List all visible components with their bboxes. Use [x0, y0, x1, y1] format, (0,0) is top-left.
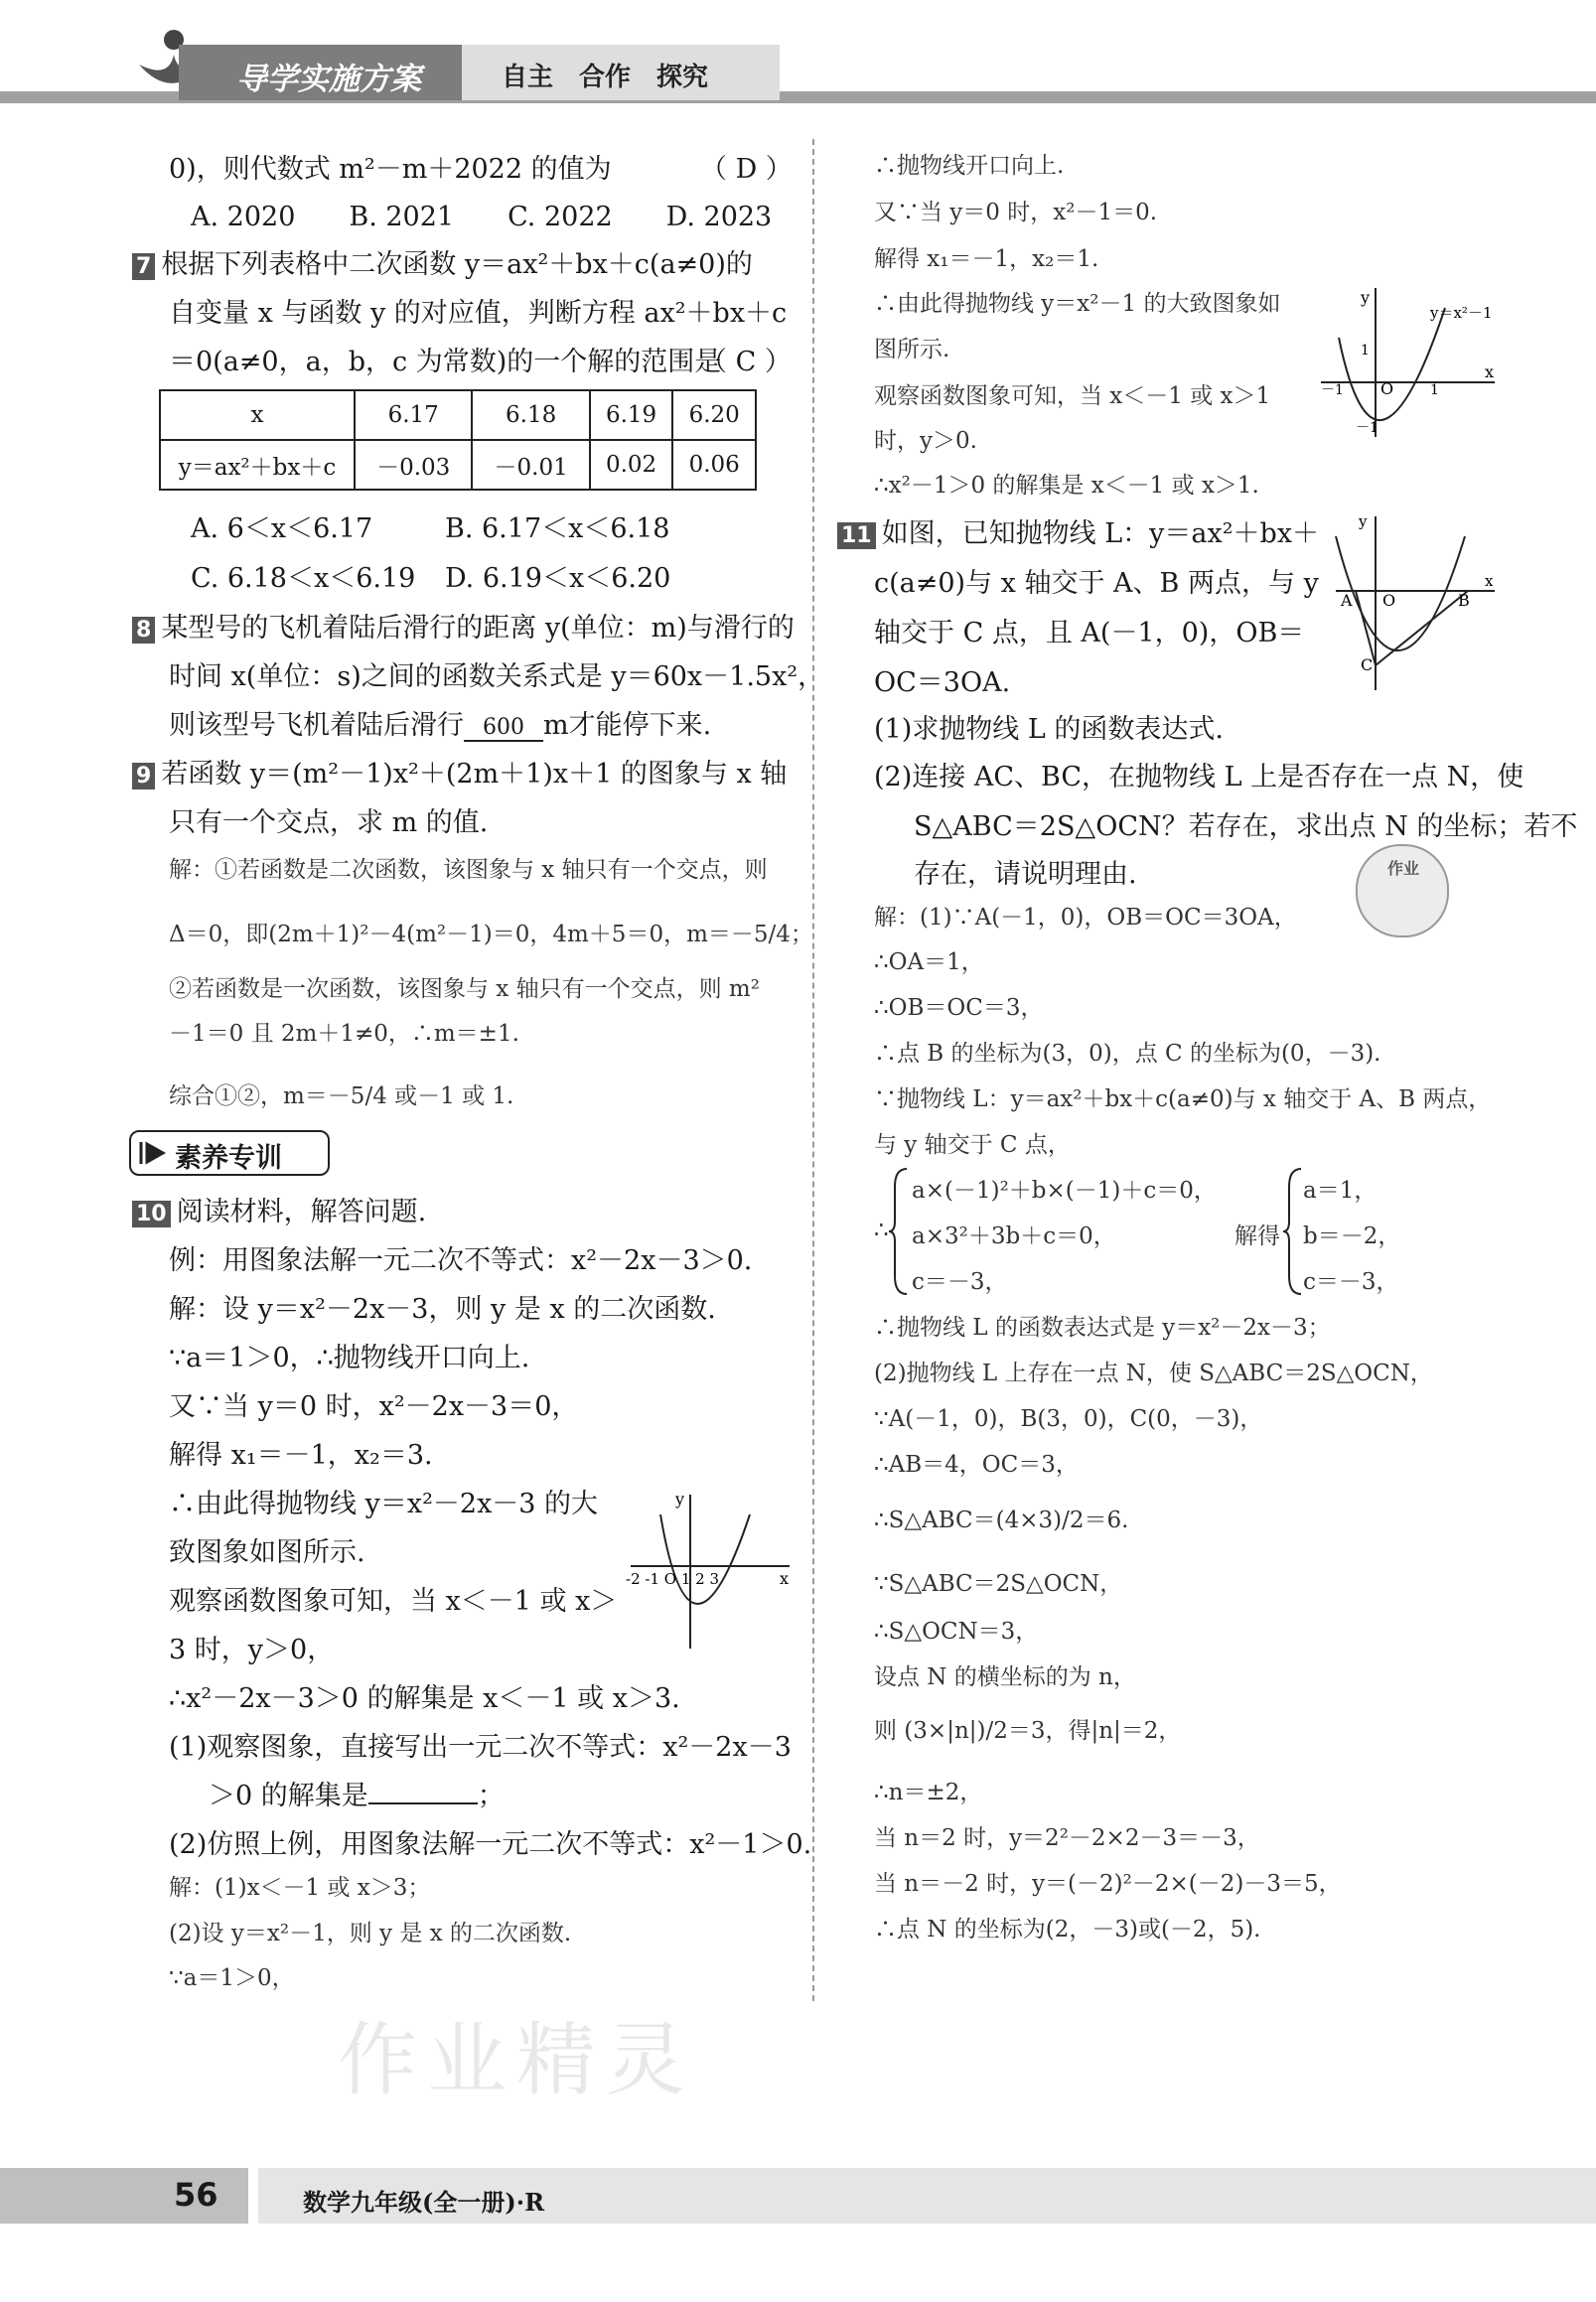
q10-line6: 解得 x₁＝－1，x₂＝3.	[169, 1440, 433, 1471]
graph3-x-label: x	[780, 1569, 790, 1588]
q10-line13	[209, 1774, 505, 1812]
q11-number: 11	[837, 522, 876, 549]
q6-options: A. 2020 B. 2021 C. 2022 D. 2023	[191, 202, 773, 232]
s-line8: (2)抛物线 L 上存在一点 N，使 S△ABC＝2S△OCN，	[874, 1361, 1433, 1386]
q10-blank	[368, 1802, 478, 1804]
q9-sol3: ②若函数是一次函数，该图象与 x 轴只有一个交点，则 m²	[169, 976, 760, 1002]
res-b: b＝－2，	[1303, 1223, 1401, 1249]
graph3-y-label: y	[675, 1490, 685, 1509]
q7-table	[159, 389, 757, 491]
q10-line7: ∴由此得抛物线 y＝x²－2x－3 的大	[169, 1489, 599, 1519]
q10-line11: ∴x²－2x－3＞0 的解集是 x＜－1 或 x＞3.	[169, 1683, 680, 1714]
graph1-origin: O	[1380, 379, 1394, 398]
page-number: 56	[174, 2176, 218, 2214]
q7-number: 7	[132, 253, 155, 280]
q10-line9: 观察函数图象可知，当 x＜－1 或 x＞	[169, 1586, 618, 1617]
s-line9: ∵A(－1，0)，B(3，0)，C(0，－3)，	[874, 1406, 1263, 1432]
solve-word: 解得	[1234, 1223, 1280, 1249]
q6-answer: （ D ）	[700, 154, 793, 185]
q7-text1: 根据下列表格中二次函数 y＝ax²＋bx＋c(a≠0)的	[161, 249, 753, 280]
q10-sol1: 解：(1)x＜－1 或 x＞3；	[169, 1875, 431, 1901]
parabola-graph-q10	[626, 1485, 795, 1654]
table-cell: 6.19	[590, 390, 673, 440]
graph1-y-neg1: －1	[1356, 420, 1378, 436]
header-tags: 自主 合作 探究	[502, 63, 709, 92]
parabola-graph-x2-1	[1321, 283, 1500, 442]
s-line16: ∴n＝±2，	[874, 1780, 983, 1805]
q10-line1	[132, 1190, 426, 1228]
graph2-x-label: x	[1485, 572, 1494, 590]
s-line12: ∵S△ABC＝2S△OCN，	[874, 1571, 1123, 1597]
s-line4: ∴点 B 的坐标为(3，0)，点 C 的坐标为(0，－3).	[874, 1041, 1381, 1067]
brace-icon	[1283, 1167, 1303, 1296]
table-cell: 0.06	[672, 440, 756, 490]
s-line7: ∴抛物线 L 的函数表达式是 y＝x²－2x－3；	[874, 1315, 1331, 1341]
graph1-x-neg1: －1	[1321, 382, 1344, 398]
therefore-sign: ∴	[874, 1218, 889, 1243]
s-line13: ∴S△OCN＝3，	[874, 1619, 1039, 1645]
sys-eq2: a×3²＋3b＋c＝0，	[912, 1223, 1116, 1249]
q9-number: 9	[132, 763, 155, 790]
page-number-box	[0, 2168, 248, 2224]
table-cell: －0.01	[472, 440, 589, 490]
table-cell: －0.03	[355, 440, 472, 490]
header-title-box	[179, 45, 462, 100]
r-line5: 图所示.	[874, 337, 950, 362]
q8-blank: 600	[464, 715, 543, 742]
s-line18: 当 n＝－2 时，y＝(－2)²－2×(－2)－3＝5，	[874, 1871, 1342, 1897]
s-line5: ∵抛物线 L：y＝ax²＋bx＋c(a≠0)与 x 轴交于 A、B 两点，	[874, 1086, 1492, 1112]
s-line14: 设点 N 的横坐标的为 n，	[874, 1664, 1136, 1690]
header-tags-box	[462, 45, 780, 100]
q11-line5: (1)求抛物线 L 的函数表达式.	[874, 714, 1224, 745]
graph2-o-label: O	[1382, 591, 1396, 610]
sys-eq1: a×(－1)²＋b×(－1)＋c＝0，	[912, 1178, 1217, 1204]
graph1-x-label: x	[1485, 362, 1495, 381]
s-line15: 则 (3×|n|)/2＝3，得|n|＝2，	[874, 1718, 1182, 1744]
q11-text1: 如图，已知抛物线 L：y＝ax²＋bx＋	[881, 518, 1320, 549]
table-cell: 0.02	[590, 440, 673, 490]
arrow-icon	[139, 1140, 167, 1166]
table-row	[160, 390, 756, 440]
q7-line3: ＝0(a≠0，a，b，c 为常数)的一个解的范围是	[169, 347, 722, 377]
column-divider	[812, 139, 814, 2001]
q7-option-b: B. 6.17＜x＜6.18	[445, 513, 670, 544]
page-footer	[0, 2168, 1596, 2224]
q9-sol1: 解：①若函数是二次函数，该图象与 x 轴只有一个交点，则	[169, 857, 768, 883]
r-line7: 时，y＞0.	[874, 428, 977, 454]
s-line19: ∴点 N 的坐标为(2，－3)或(－2，5).	[874, 1917, 1261, 1942]
res-a: a＝1，	[1303, 1178, 1378, 1204]
q8-line3	[169, 703, 711, 742]
s-line3: ∴OB＝OC＝3，	[874, 995, 1044, 1021]
res-c: c＝－3，	[1303, 1269, 1399, 1295]
graph1-y-one: 1	[1361, 343, 1370, 359]
stamp-badge	[1356, 844, 1449, 937]
s-line2: ∴OA＝1，	[874, 949, 984, 975]
q9-text1: 若函数 y＝(m²－1)x²＋(2m＋1)x＋1 的图象与 x 轴	[161, 759, 788, 790]
sys-eq3: c＝－3，	[912, 1269, 1008, 1295]
s-line17: 当 n＝2 时，y＝2²－2×2－3＝－3，	[874, 1825, 1260, 1851]
q11-line6: (2)连接 AC、BC，在抛物线 L 上是否存在一点 N，使	[874, 762, 1524, 792]
graph2-y-label: y	[1359, 512, 1368, 530]
q11-line7: S△ABC＝2S△OCN？若存在，求出点 N 的坐标；若不	[914, 811, 1578, 842]
q8-line1	[132, 606, 795, 645]
s-line6: 与 y 轴交于 C 点，	[874, 1132, 1071, 1158]
q10-sol3: ∵a＝1＞0，	[169, 1965, 295, 1991]
s-line10: ∴AB＝4，OC＝3，	[874, 1452, 1079, 1478]
q11-line8: 存在，请说明理由.	[914, 859, 1137, 890]
r-line1: ∴抛物线开口向上.	[874, 153, 1065, 179]
q11-line2: c(a≠0)与 x 轴交于 A、B 两点，与 y	[874, 568, 1319, 599]
q10-line4: ∵a＝1＞0，∴抛物线开口向上.	[169, 1343, 530, 1373]
section-title: 素养专训	[175, 1143, 282, 1174]
watermark: 作业精灵	[338, 2014, 695, 2106]
r-line3: 解得 x₁＝－1，x₂＝1.	[874, 246, 1099, 272]
section-heading	[129, 1130, 330, 1176]
q9-sol2: Δ＝0，即(2m＋1)²－4(m²－1)＝0，4m＋5＝0，m＝－5/4；	[169, 922, 813, 947]
q9-line1	[132, 752, 787, 791]
table-cell: 6.17	[355, 390, 472, 440]
q10-number: 10	[132, 1201, 171, 1227]
q11-line3: 轴交于 C 点，且 A(－1，0)，OB＝	[874, 618, 1305, 648]
q7-line2: 自变量 x 与函数 y 的对应值，判断方程 ax²＋bx＋c	[169, 298, 788, 329]
graph2-a-label: A	[1341, 591, 1353, 610]
graph2-c-label: C	[1361, 655, 1374, 674]
q10-line12: (1)观察图象，直接写出一元二次不等式：x²－2x－3	[169, 1732, 792, 1763]
q8-text3b: m才能停下来.	[543, 710, 712, 741]
q9-sol5: 综合①②，m＝－5/4 或－1 或 1.	[169, 1083, 514, 1109]
q10-line8: 致图象如图所示.	[169, 1537, 365, 1568]
q7-option-a: A. 6＜x＜6.17	[191, 513, 373, 544]
q7-option-c: C. 6.18＜x＜6.19	[191, 563, 416, 594]
q8-line2: 时间 x(单位：s)之间的函数关系式是 y＝60x－1.5x²，	[169, 661, 825, 692]
q10-line2: 例：用图象法解一元二次不等式：x²－2x－3＞0.	[169, 1245, 753, 1276]
q10-line10: 3 时，y＞0，	[169, 1635, 335, 1665]
r-line6: 观察函数图象可知，当 x＜－1 或 x＞1	[874, 383, 1271, 409]
q9-line2: 只有一个交点，求 m 的值.	[169, 807, 489, 838]
r-line2: 又∵当 y＝0 时，x²－1＝0.	[874, 200, 1158, 225]
q10-sol2: (2)设 y＝x²－1，则 y 是 x 的二次函数.	[169, 1921, 572, 1946]
q8-text1: 某型号的飞机着陆后滑行的距离 y(单位：m)与滑行的	[161, 613, 795, 644]
q10-line5: 又∵当 y＝0 时，x²－2x－3＝0，	[169, 1391, 579, 1422]
r-line4: ∴由此得抛物线 y＝x²－1 的大致图象如	[874, 291, 1281, 317]
q10-line3: 解：设 y＝x²－2x－3，则 y 是 x 的二次函数.	[169, 1294, 716, 1325]
q10-text1: 阅读材料，解答问题.	[176, 1197, 427, 1227]
q6-cont: 0)，则代数式 m²－m＋2022 的值为	[169, 154, 612, 185]
q9-sol4: －1＝0 且 2m＋1≠0，∴m＝±1.	[169, 1021, 519, 1047]
q8-number: 8	[132, 617, 155, 644]
q10-text13b: ；	[477, 1781, 505, 1811]
q11-line4: OC＝3OA.	[874, 667, 1011, 698]
table-cell: 6.20	[672, 390, 756, 440]
s-line11: ∴S△ABC＝(4×3)/2＝6.	[874, 1508, 1129, 1533]
header-title: 导学实施方案	[236, 62, 421, 97]
r-line8: ∴x²－1＞0 的解集是 x＜－1 或 x＞1.	[874, 473, 1259, 499]
table-cell: y＝ax²＋bx＋c	[160, 440, 355, 490]
q7-line1	[132, 242, 753, 281]
q10-text13: ＞0 的解集是	[209, 1781, 368, 1811]
brace-icon	[889, 1167, 909, 1296]
q11-line1	[837, 511, 1319, 550]
q7-option-d: D. 6.19＜x＜6.20	[445, 563, 671, 594]
page-header	[0, 0, 1596, 109]
graph1-x-one: 1	[1430, 382, 1439, 398]
table-row	[160, 440, 756, 490]
book-title: 数学九年级(全一册)·R	[303, 2188, 545, 2217]
graph1-y-label: y	[1361, 288, 1371, 307]
q8-text3a: 则该型号飞机着陆后滑行	[169, 710, 464, 741]
s-line1: 解：(1)∵A(－1，0)，OB＝OC＝3OA，	[874, 905, 1297, 931]
graph3-ticks: -2 -1 O 1 2 3	[626, 1570, 719, 1588]
table-cell: x	[160, 390, 355, 440]
graph1-label: y＝x²－1	[1430, 304, 1493, 322]
q10-line14: (2)仿照上例，用图象法解一元二次不等式：x²－1＞0.	[169, 1829, 812, 1860]
q7-answer: （ C ）	[700, 347, 792, 377]
stamp-text: 作业	[1387, 859, 1420, 878]
table-cell: 6.18	[472, 390, 589, 440]
parabola-graph-q11	[1331, 511, 1500, 695]
graph2-b-label: B	[1458, 591, 1470, 610]
